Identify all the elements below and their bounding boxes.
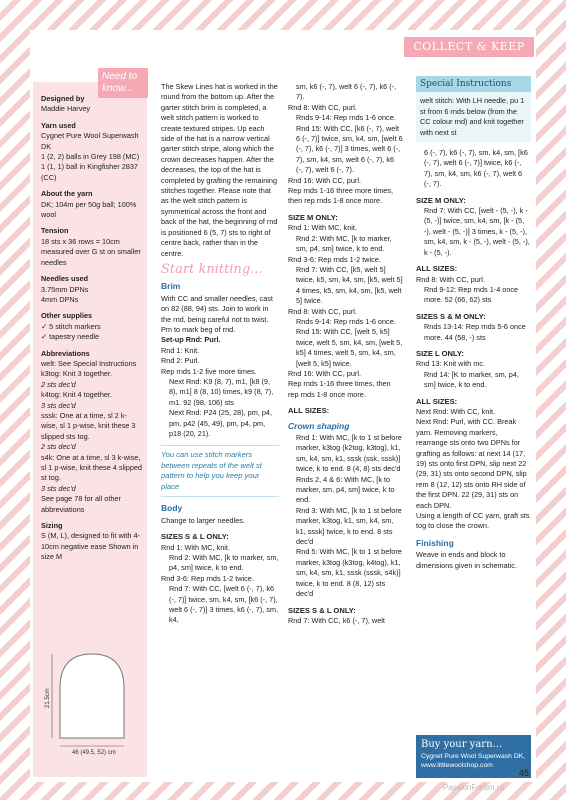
c4-rnd9-12: Rnd 9-12: Rep rnds 1-4 once more. 52 (66, 62) sts (424, 284, 519, 305)
m-rnd3: Rnd 3-6: Rep rnds 1-2 twice. (288, 254, 381, 264)
needle-b: 4mm DPNs (41, 294, 79, 304)
c3-rep: Rep rnds 1-16 three more times, then rep rnds 1-8 once more. (288, 186, 394, 206)
finishing-heading: Finishing (416, 537, 454, 548)
need-to-know-tab: Need to know... (98, 68, 148, 98)
collect-keep-banner: COLLECT & KEEP (404, 37, 534, 57)
size-m-heading: SIZE M ONLY: (288, 212, 338, 222)
finishing-text: Weave in ends and block to dimensions given in schematic. (416, 550, 517, 570)
supply-markers: ✓ 5 stitch markers (41, 322, 101, 331)
m-rnd15: Rnd 15: With CC, [welt 5, k5] twice, welt 5, sm, k4, sm, [welt 5, k5] 4 times, welt 5, sm, k4, sm, [welt 5, k5] twice. (296, 327, 403, 368)
m-rnd7: Rnd 7: With CC, [k5, welt 5] twice, k5, sm, k4, sm, [k5, welt 5] 4 times, k5, sm, k4, sm, [k5, welt 5] twice. (296, 264, 403, 306)
yarn-heading: Yarn used (41, 120, 76, 130)
c4-size-m-heading: SIZE M ONLY: (416, 195, 466, 205)
body-text: Change to larger needles. (161, 515, 245, 525)
c4-m-rnd7: Rnd 7: With CC, [welt - (5, -), k - (5, -)] twice, sm, k4, sm, [k - (5, -), welt - (5, -)] 3 times, k - (5, -), sm, k4, sm, k - (5, -), welt - (5, -), k - (5, -). (424, 206, 530, 257)
crown-rnd3: Rnd 3: With MC, [k to 1 st before marker, k3tog, k1, sm, k4, sm, k1, sssk] twice, k to end. 8 sts dec'd (296, 505, 402, 547)
m-rnd16: Rnd 16: With CC, purl. (288, 368, 361, 378)
abbr-welt: welt: See Special Instructions (41, 358, 137, 368)
buy-yarn-text[interactable]: Cygnet Pure Wool Superwash DK, www.littlewoolshop.com (421, 753, 526, 769)
special-instructions-box: welt stitch: With LH needle, pu 1 st from 6 rnds below (from the CC colour rnd) and knit together with next st (416, 92, 531, 142)
crown-shaping-heading: Crown shaping (288, 420, 350, 431)
crown-rnd5: Rnd 5: With MC, [k to 1 st before marker, k3tog (k3tog, k4tog), k1, sm, k4, sm, k1, sssk (sssk, s4k)] twice, k to end. 8 (8, 12) sts dec'd (296, 547, 402, 599)
c4-rnd13-14: Rnds 13-14: Rep rnds 5-6 once more. 44 (58, -) sts (424, 322, 526, 342)
hat-schematic (42, 648, 142, 758)
abbr-k4tog-dec: 3 sts dec'd (41, 400, 76, 410)
buy-yarn-title: Buy your yarn... (421, 739, 503, 750)
page-number: 45 (519, 768, 530, 778)
needles-heading: Needles used (41, 274, 89, 284)
tension-heading: Tension (41, 226, 69, 236)
m-rep: Rep rnds 1-16 three times, then rep rnds 1-8 once more. (288, 379, 391, 399)
c3-rnd15: Rnd 15: With CC, [k6 (-, 7), welt 6 (-, 7)] twice, sm, k4, sm, [welt 6 (-, 7), k6 (-, 7)] 3 times, welt 6 (-, 7), sm, k4, sm, welt 6 (-, 7), k6 (-, 7), welt 6 (-, 7). (296, 123, 403, 175)
brim-text: With CC and smaller needles, cast on 82 (88, 94) sts. Join to work in the rnd, being careful not to twist. Pm to mark beg of rnd. (161, 293, 273, 334)
brim-rnd2: Rnd 2: Purl. (161, 356, 200, 366)
m-rnd8: Rnd 8: With CC, purl. (288, 306, 357, 316)
yarn-b: 1 (1, 1) ball in Kingfisher 2837 (CC) (41, 162, 138, 182)
sizing: S (M, L), designed to fit with 4-10cm negative ease Shown in size M (41, 531, 140, 562)
brim-next2: Next Rnd: P24 (25, 28), pm, p4, pm, p42 (45, 49), pm, p4, pm, p18 (20, 21). (169, 408, 273, 438)
intro-text: The Skew Lines hat is worked in the round from the bottom up. After the garter stitch brim is completed, a welt stitch pattern is worked to create textured stripes. Up each side of the hat is a narrow vertical garter stitch stripe, along which the crown decreases happen. After the decreases, the top of the hat is completed by grafting the remaining stitches together. Please note that as the welt stitch pattern is symmetrical across the front and back of the hat, the beginning of rnd is positioned 6 (5, 7) sts to right of centre back, rather than in the centre. (161, 82, 278, 258)
column-4 (416, 76, 531, 571)
supplies-heading: Other supplies (41, 311, 93, 321)
abbr-k4tog: k4tog: Knit 4 together. (41, 390, 112, 400)
column-2 (161, 82, 279, 626)
abbr-s4k: s4k: One at a time, sl 3 k-wise, sl 1 p-wise, knit these 4 slipped st tog. (41, 452, 142, 483)
setup-rnd: Set-up Rnd: Purl. (161, 335, 221, 345)
c4-l-rnd14: Rnd 14: [K to marker, sm, p4, sm] twice, k to end. (424, 369, 519, 390)
sizing-heading: Sizing (41, 521, 63, 531)
body-heading: Body (161, 503, 183, 514)
designed-by-heading: Designed by (41, 94, 85, 103)
sizes-sl-heading: SIZES S & L ONLY: (161, 532, 229, 542)
c3-cont: sm, k6 (-, 7), welt 6 (-, 7), k6 (-, 7). (296, 82, 397, 102)
crown-rnd246: Rnds 2, 4 & 6: With MC, [k to marker, sm, p4, sm] twice, k to end. (296, 474, 395, 505)
body-rnd7: Rnd 7: With CC, [welt 6 (-, 7), k6 (-, 7)] twice, sm, k4, sm, [k6 (-, 7), welt 6 (-, 7)] 3 times, k6 (-, 7), sm, k4, (169, 584, 279, 625)
designer: Maddie Harvey (41, 104, 91, 114)
abbr-sssk-dec: 2 sts dec'd (41, 442, 76, 452)
abbr-k3tog: k3tog: Knit 3 together. (41, 369, 112, 379)
buy-yarn-box (416, 735, 531, 778)
c4-graft: Using a length of CC yarn, graft sts tog to close the crown. (416, 511, 530, 531)
c4-all-sizes: ALL SIZES: (416, 264, 458, 274)
abbr-sssk: sssk: One at a time, sl 2 k-wise, sl 1 p-wise, knit these 3 slipped sts tog. (41, 410, 136, 441)
c4-next1: Next Rnd: With CC, knit. (416, 406, 496, 416)
c4-cont: 6 (-, 7), k6 (-, 7), sm, k4, sm, [k6 (-, 7), welt 6 (-, 7)] twice, k6 (-, 7), sm, k4, sm, k6 (-, 7), welt 6 (-, 7). (424, 148, 528, 189)
crown-rnd1: Rnd 1: With MC, [k to 1 st before marker, k3tog (k2tog, k3tog), k1, sm, k4, sm, k1, sssk (ssk, sssk)] twice, k to end. 8 (4, 8) sts dec'd (296, 433, 402, 474)
sl-rnd7: Rnd 7: With CC, k6 (-, 7), welt (288, 615, 385, 625)
body-rnd1: Rnd 1: With MC, knit. (161, 542, 230, 552)
watermark: PassionForum.ru (443, 783, 504, 792)
abbr-more: See page 78 for all other abbreviations (41, 494, 121, 514)
c4-all-sizes-2: ALL SIZES: (416, 396, 458, 406)
tension: 18 sts x 36 rows = 10cm measured over G st on smaller needles (41, 236, 141, 267)
tip-callout: You can use stitch markers between repeats of the welt st pattern to help you keep your place (161, 445, 279, 497)
c4-rnd8: Rnd 8: With CC, purl. (416, 274, 485, 284)
c4-size-l: SIZE L ONLY: (416, 348, 464, 358)
c3-rnd16: Rnd 16: With CC, purl. (288, 175, 361, 185)
start-knitting-heading: Start knitting... (161, 261, 263, 277)
c3-rnd8: Rnd 8: With CC, purl. (288, 102, 357, 112)
body-rnd3: Rnd 3-6: Rep rnds 1-2 twice. (161, 573, 254, 583)
abbr-k3tog-dec: 2 sts dec'd (41, 379, 76, 389)
sizes-sl-heading-2: SIZES S & L ONLY: (288, 605, 356, 615)
column-3 (288, 82, 403, 626)
brim-rnd1: Rnd 1: Knit. (161, 345, 200, 355)
needle-a: 3.75mm DPNs (41, 284, 89, 294)
yarn-a: 1 (2, 2) balls in Grey 198 (MC) (41, 152, 140, 162)
special-instructions-heading: Special Instructions (416, 76, 531, 92)
c4-sizes-sm: SIZES S & M ONLY: (416, 311, 486, 321)
c4-l-rnd13: Rnd 13: Knit with mc. (416, 359, 485, 369)
brim-heading: Brim (161, 281, 181, 292)
supply-needle: ✓ tapestry needle (41, 332, 99, 341)
m-rnd2: Rnd 2: With MC, [k to marker, sm, p4, sm] twice, k to end. (296, 233, 392, 254)
m-rnd1: Rnd 1: With MC, knit. (288, 223, 357, 233)
abbr-s4k-dec: 3 sts dec'd (41, 483, 76, 493)
about-heading: About the yarn (41, 189, 93, 199)
about-yarn: DK; 104m per 50g ball; 100% wool (41, 199, 137, 220)
body-rnd2: Rnd 2: With MC, [k to marker, sm, p4, sm] twice, k to end. (169, 553, 279, 573)
c4-next2: Next Rnd: Purl, with CC. Break yarn. Removing markers, rearrange sts onto two DPNs for grafting as follows: at next 14 (17, 19) sts onto first DPN, slip next 22 (29, 31) sts onto second DPN, slip rem 8 (12, 12) sts onto RH side of the first DPN. 22 (29, 31) sts on each DPN. (416, 417, 527, 510)
abbreviations-heading: Abbreviations (41, 348, 90, 358)
m-rnd9-14: Rnds 9-14: Rep rnds 1-6 once. (296, 316, 396, 326)
brim-rep: Rep rnds 1-2 five more times. (161, 366, 257, 376)
yarn-name: Cygnet Pure Wool Superwash DK (41, 131, 139, 151)
schematic-height: 21.5cm (45, 688, 51, 708)
all-sizes-heading: ALL SIZES: (288, 406, 330, 416)
schematic-width: 46 (49.5, 52) cm (72, 750, 116, 756)
brim-next1: Next Rnd: K9 (8, 7), m1, [k8 (9, 8), m1] 8 (8, 10) times, k9 (8, 7), m1. 92 (98, 106) sts (169, 376, 274, 407)
c3-rnd9-14: Rnds 9-14: Rep rnds 1-6 once. (296, 113, 396, 123)
